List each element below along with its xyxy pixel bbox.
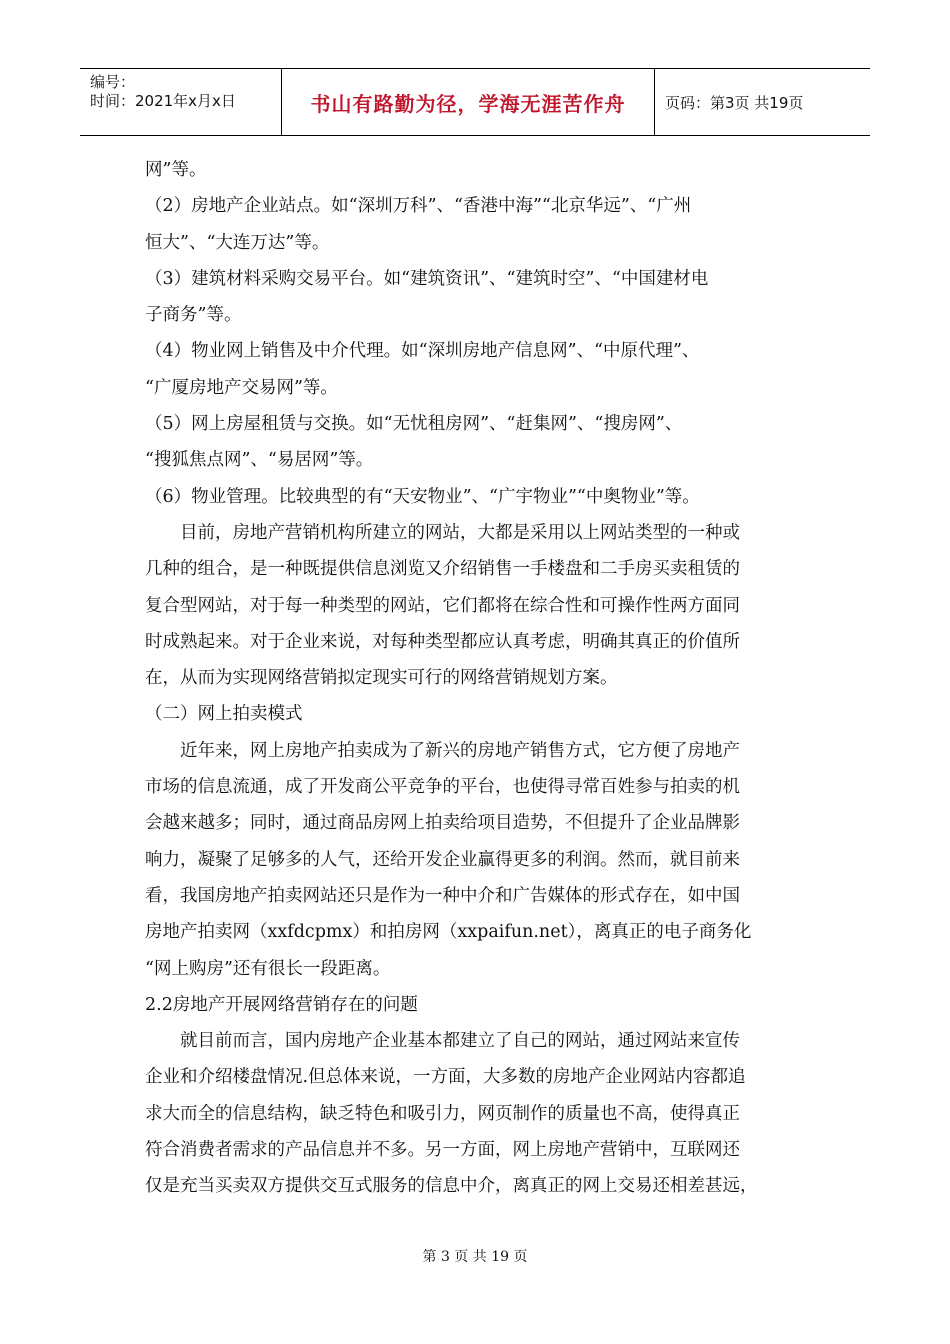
text-line: 子商务”等。 [145,305,242,326]
text-line: “搜狐焦点网”、“易居网”等。 [145,450,374,471]
page-header [80,68,870,136]
text-line: 2.2房地产开展网络营销存在的问题 [145,994,418,1015]
text-line: 市场的信息流通，成了开发商公平竞争的平台，也使得寻常百姓参与拍卖的机 [145,777,740,798]
text-line: 恒大”、“大连万达”等。 [145,232,330,253]
page-footer: 第 3 页 共 19 页 [422,1249,528,1265]
text-line: 就目前而言，国内房地产企业基本都建立了自己的网站，通过网站来宣传 [145,1031,740,1052]
text-line: 目前，房地产营销机构所建立的网站，大都是采用以上网站类型的一种或 [145,522,740,543]
serial-label: 编号： [90,73,136,91]
text-line: 企业和介绍楼盘情况.但总体来说，一方面，大多数的房地产企业网站内容都追 [145,1067,746,1088]
motto-text: 书山有路勤为径，学海无涯苦作舟 [310,91,626,116]
time-label: 时间：2021年x月x日 [90,92,236,110]
document-body [145,152,810,1205]
page-code: 页码：第3页 共19页 [665,93,804,112]
text-line: 时成熟起来。对于企业来说，对每种类型都应认真考虑，明确其真正的价值所 [145,631,740,652]
text-line: 会越来越多；同时，通过商品房网上拍卖给项目造势，不但提升了企业品牌影 [145,813,740,834]
text-line: （6）物业管理。比较典型的有“天安物业”、“广宇物业”“中奥物业”等。 [145,486,700,507]
text-line: （4）物业网上销售及中介代理。如“深圳房地产信息网”、“中原代理”、 [145,341,700,362]
text-line: 近年来，网上房地产拍卖成为了新兴的房地产销售方式，它方便了房地产 [145,740,740,761]
text-line: （5）网上房屋租赁与交换。如“无忧租房网”、“赶集网”、“搜房网”、 [145,414,683,435]
text-line: 响力，凝聚了足够多的人气，还给开发企业赢得更多的利润。然而，就目前来 [145,849,740,870]
text-line: 求大而全的信息结构，缺乏特色和吸引力，网页制作的质量也不高，使得真正 [145,1103,740,1124]
text-line: 看，我国房地产拍卖网站还只是作为一种中介和广告媒体的形式存在，如中国 [145,885,740,906]
text-line: 复合型网站，对于每一种类型的网站，它们都将在综合性和可操作性两方面同 [145,595,740,616]
header-page-code-cell [655,69,870,135]
header-motto-cell [282,69,655,135]
text-line: “广厦房地产交易网”等。 [145,377,338,398]
text-line: （2）房地产企业站点。如“深圳万科”、“香港中海”“北京华远”、“广州 [145,196,692,217]
text-line: 在，从而为实现网络营销拟定现实可行的网络营销规划方案。 [145,668,618,689]
text-line: 网”等。 [145,160,207,180]
text-line: 仅是充当买卖双方提供交互式服务的信息中介，离真正的网上交易还相差甚远， [145,1176,758,1197]
header-meta [80,69,282,135]
text-line: 房地产拍卖网（xxfdcpmx）和拍房网（xxpaifun.net），离真正的电子商务化 [145,922,752,943]
text-line: “网上购房”还有很长一段距离。 [145,958,391,979]
text-line: 符合消费者需求的产品信息并不多。另一方面，网上房地产营销中，互联网还 [145,1140,740,1161]
text-line: （二）网上拍卖模式 [145,704,303,725]
text-line: （3）建筑材料采购交易平台。如“建筑资讯”、“建筑时空”、“中国建材电 [145,268,709,289]
text-line: 几种的组合，是一种既提供信息浏览又介绍销售一手楼盘和二手房买卖租赁的 [145,559,740,580]
